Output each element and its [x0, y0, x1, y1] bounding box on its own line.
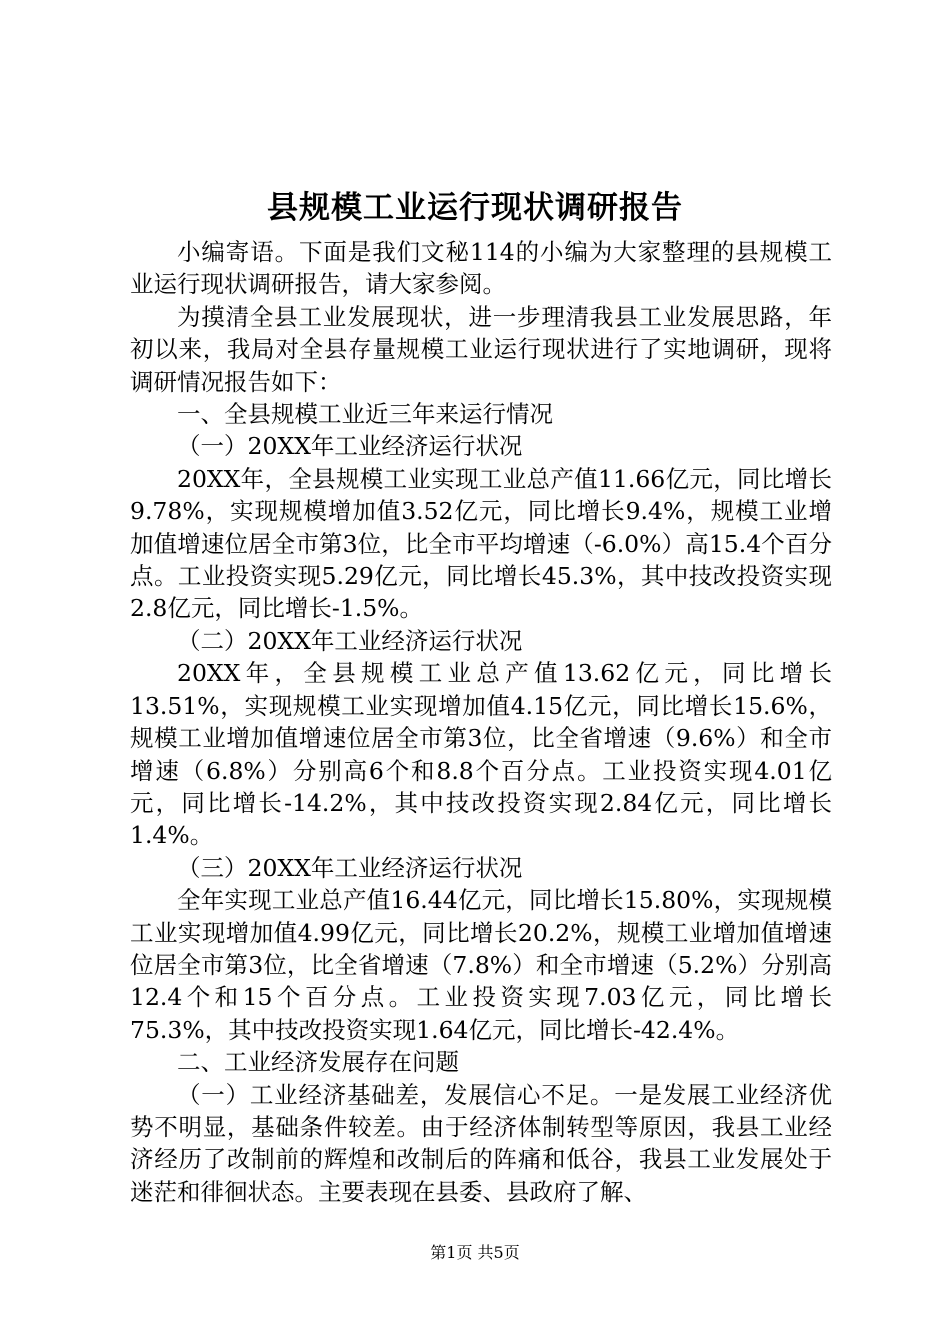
section-heading-2: 二、工业经济发展存在问题 — [177, 1048, 459, 1077]
paragraph-problem-1: （一）工业经济基础差，发展信心不足。一是发展工业经济优势不明显，基础条件较差。由于经济体制转型等原因，我县工业经济经历了改制前的辉煌和改制后的阵痛和低谷，我县工业发展处于迷茫和徘徊状态。主要表现在县委、县政府了解、 — [130, 1080, 832, 1206]
subsection-heading-2: （二）20XX年工业经济运行状况 — [177, 626, 523, 655]
subsection-heading-3: （三）20XX年工业经济运行状况 — [177, 853, 523, 882]
paragraph-year-3: 全年实现工业总产值16.44亿元，同比增长15.80%，实现规模工业实现增加值4.99亿元，同比增长20.2%，规模工业增加值增速位居全市第3位，比全省增速（7.8%）和全市增速（5.2%）分别高12.4个和15个百分点。工业投资实现7.03亿元，同比增长75.3%，其中技改投资实现1.64亿元，同比增长-42.4%。 — [130, 886, 832, 1044]
page-footer: 第1页 共5页 — [430, 1243, 520, 1262]
section-heading-1: 一、全县规模工业近三年来运行情况 — [177, 400, 553, 429]
paragraph-year-1: 20XX年，全县规模工业实现工业总产值11.66亿元，同比增长9.78%，实现规模增加值3.52亿元，同比增长9.4%，规模工业增加值增速位居全市第3位，比全市平均增速（-6.0%）高15.4个百分点。工业投资实现5.29亿元，同比增长45.3%，其中技改投资实现2.8亿元，同比增长-1.5%。 — [130, 464, 832, 623]
subsection-heading-1: （一）20XX年工业经济运行状况 — [177, 432, 523, 461]
paragraph-intro: 小编寄语。下面是我们文秘114的小编为大家整理的县规模工业运行现状调研报告，请大家参阅。 — [130, 238, 832, 299]
document-body — [130, 236, 832, 1208]
paragraph-year-2: 20XX年，全县规模工业总产值13.62亿元，同比增长13.51%，实现规模工业实现增加值4.15亿元，同比增长15.6%，规模工业增加值增速位居全市第3位，比全省增速（9.6%）和全市增速（6.8%）分别高6个和8.8个百分点。工业投资实现4.01亿元，同比增长-14.2%，其中技改投资实现2.84亿元，同比增长1.4%。 — [130, 659, 832, 850]
document-title: 县规模工业运行现状调研报告 — [267, 190, 683, 226]
paragraph-purpose: 为摸清全县工业发展现状，进一步理清我县工业发展思路，年初以来，我局对全县存量规模工业运行现状进行了实地调研，现将调研情况报告如下： — [130, 302, 832, 396]
